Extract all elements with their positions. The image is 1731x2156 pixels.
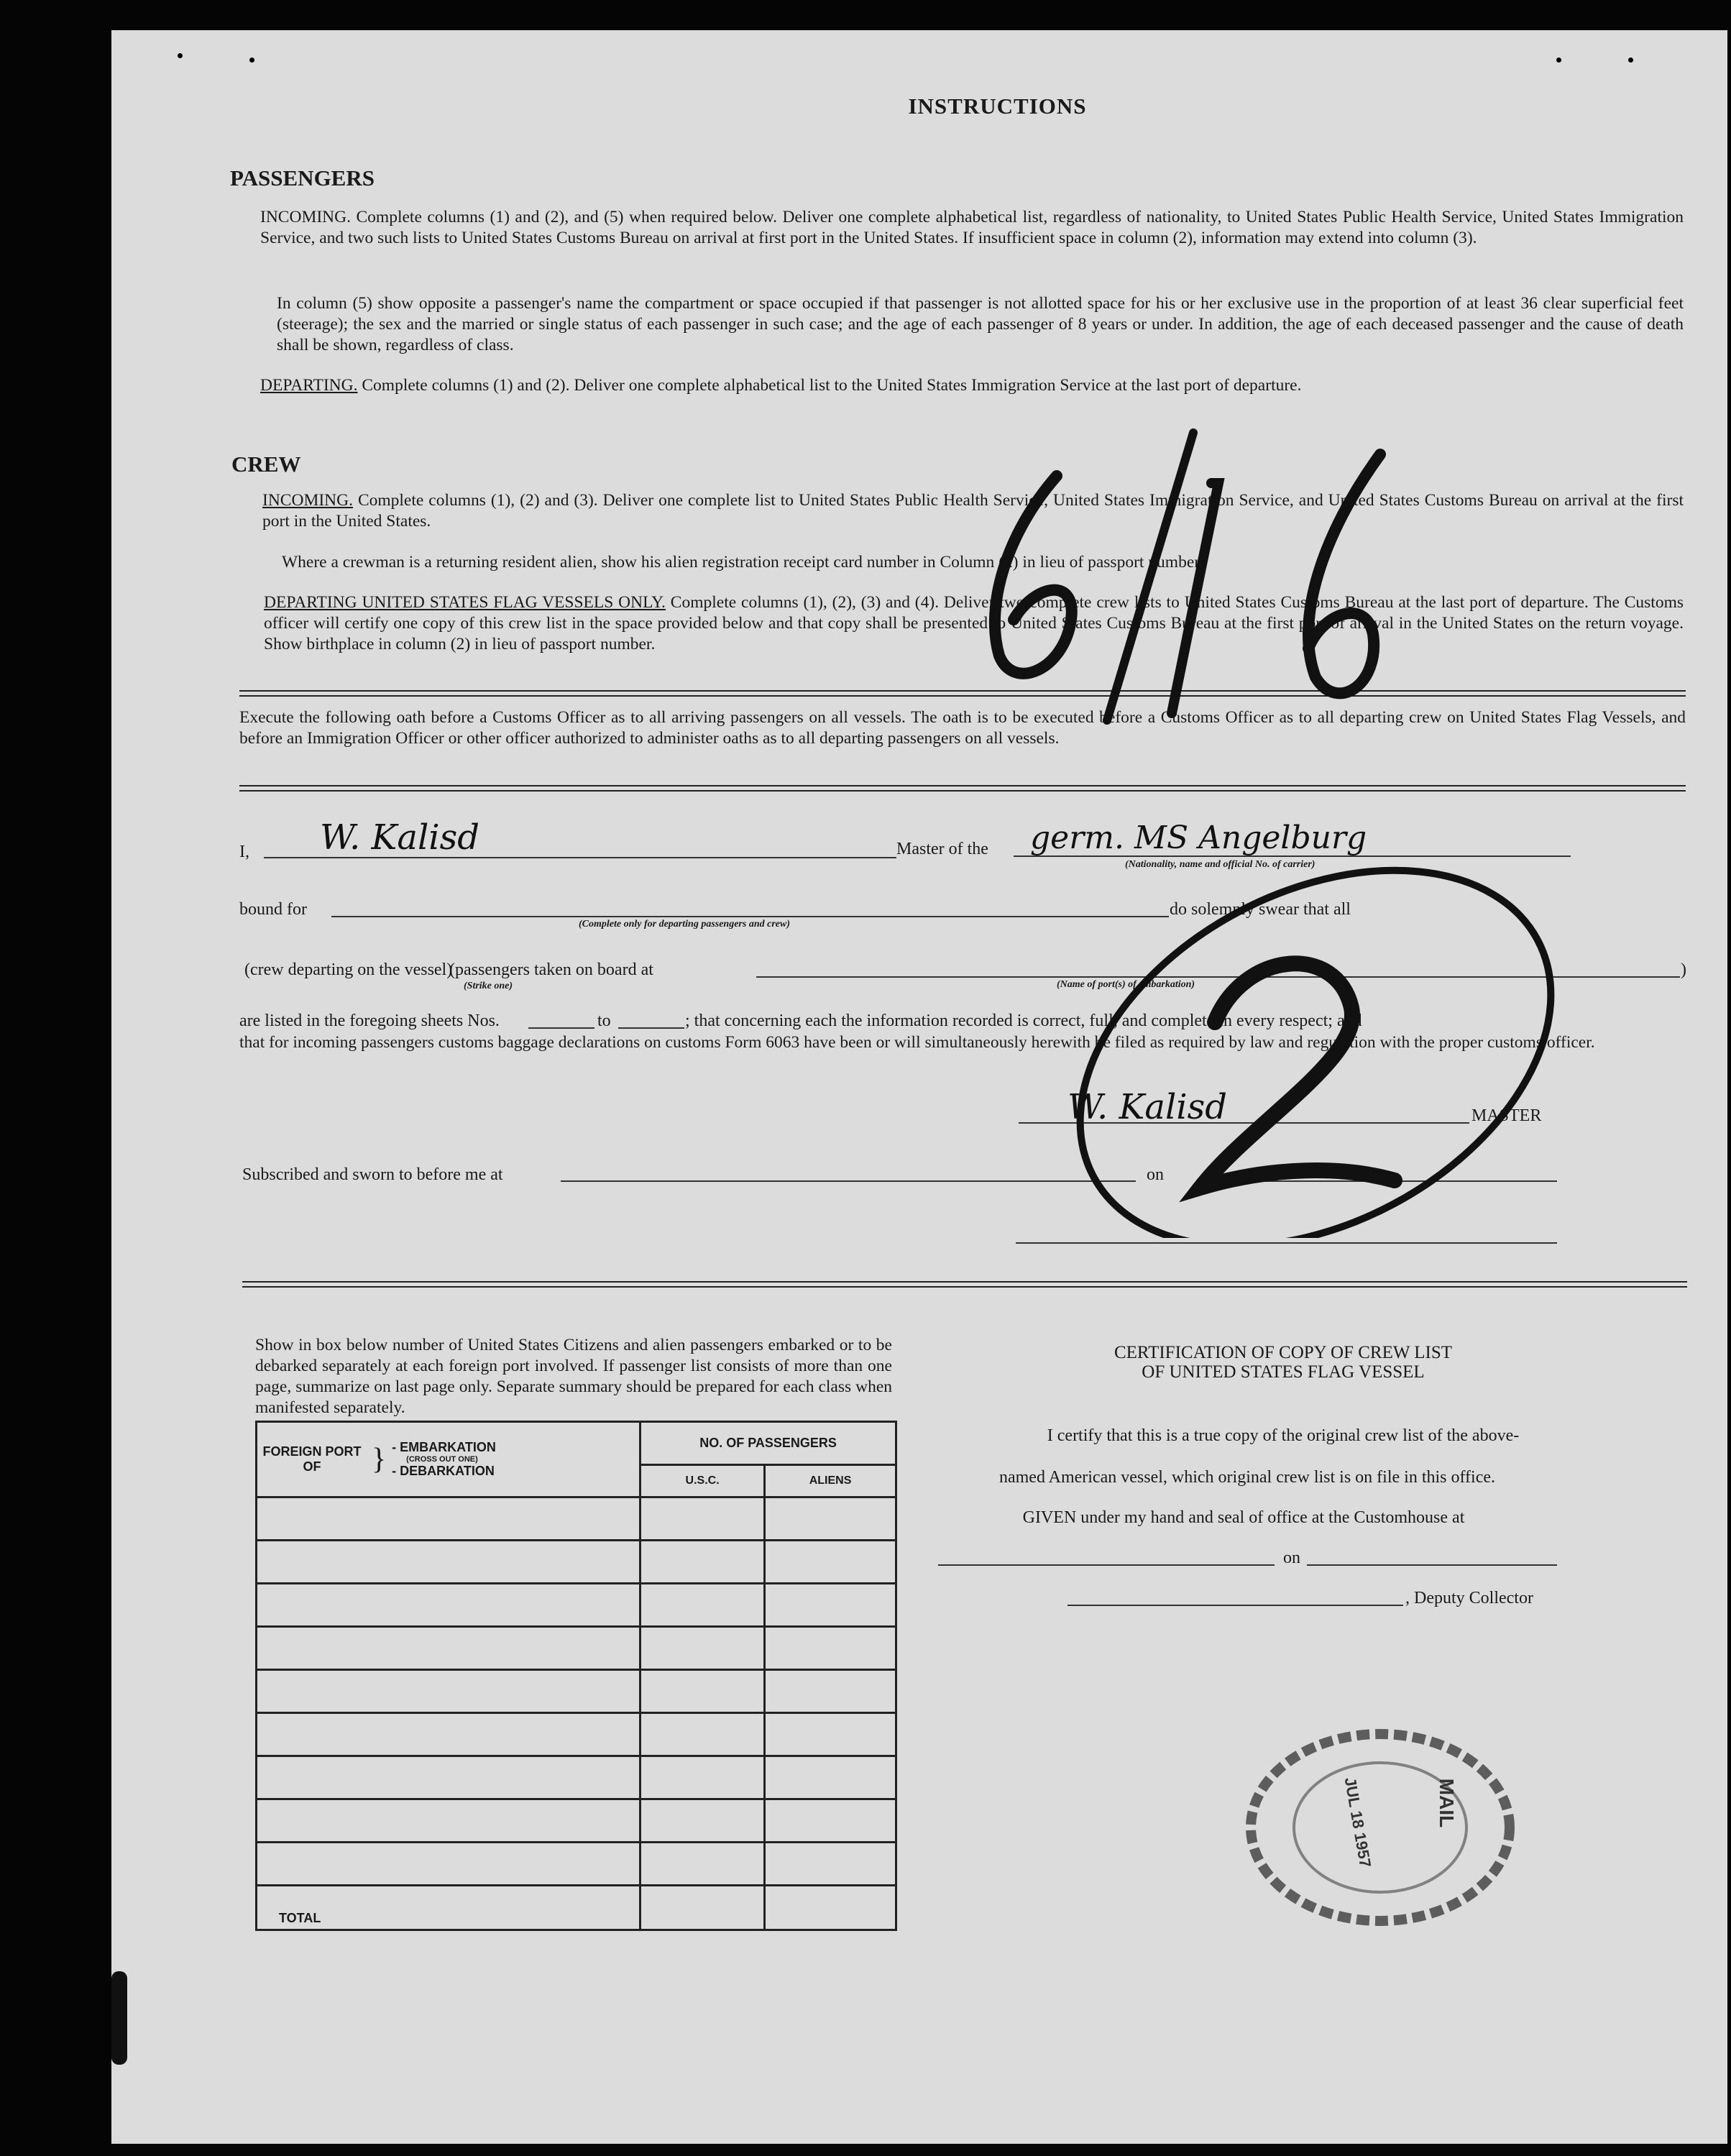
to-label: to	[597, 1012, 611, 1030]
listed-text: ; that concerning each the information recorded is correct, full, and complete in every respect; and	[685, 1012, 1362, 1030]
scan-artifact	[111, 1971, 127, 2065]
subscribed-on-label: on	[1147, 1165, 1164, 1184]
passengers-incoming-paragraph	[260, 207, 1684, 249]
vessel-caption: (Nationality, name and official No. of carrier)	[1125, 859, 1316, 870]
foreign-port-label: FOREIGN PORT OF	[262, 1444, 362, 1474]
deputy-collector-label: , Deputy Collector	[1405, 1589, 1533, 1607]
customhouse-line	[938, 1564, 1275, 1566]
punch-mark	[249, 58, 254, 63]
crew-departing-option: (crew departing on the vessel)	[244, 960, 453, 979]
bound-for-label: bound for	[239, 900, 307, 919]
certification-on-label: on	[1283, 1549, 1300, 1567]
passengers-incoming-label: INCOMING.	[260, 208, 351, 226]
oath-i-label: I,	[239, 843, 249, 861]
embarkation-label: - EMBARKATION	[392, 1440, 496, 1454]
master-of-label: Master of the	[896, 840, 988, 858]
deputy-signature-line	[1067, 1605, 1403, 1606]
port-caption: (Name of port(s) of embarkation)	[1057, 979, 1195, 990]
bound-for-caption: (Complete only for departing passengers and crew)	[579, 919, 790, 930]
passengers-departing-paragraph	[260, 375, 1684, 396]
subscribed-label: Subscribed and sworn to before me at	[242, 1165, 503, 1184]
crew-resident-paragraph: Where a crewman is a returning resident alien, show his alien registration receipt card number in Column (2) in lieu of passport number.	[282, 553, 1203, 572]
strike-one-caption: (Strike one)	[464, 981, 513, 991]
table-row	[257, 1670, 896, 1713]
page-title: INSTRUCTIONS	[908, 93, 1087, 119]
passengers-incoming-text: Complete columns (1) and (2), and (5) when required below. Deliver one complete alphabetical list, regardless of nationality, to United States Public Health Service, United States Immigration Service, and two such lists to United States Customs Bureau on arrival at first port in the United States. If insufficient space in column (2), information may extend into column (3).	[260, 208, 1684, 247]
passenger-summary-table	[255, 1421, 897, 1931]
handwritten-page-number	[891, 418, 1409, 735]
certification-date-line	[1307, 1564, 1557, 1566]
passengers-taken-option: (passengers taken on board at	[449, 960, 653, 979]
crew-departing-label: DEPARTING UNITED STATES FLAG VESSELS ONLY.	[264, 593, 666, 612]
cross-out-label: (CROSS OUT ONE)	[406, 1455, 478, 1464]
master-label: MASTER	[1471, 1106, 1542, 1125]
certification-heading-1: CERTIFICATION OF COPY OF CREW LIST	[1114, 1343, 1453, 1362]
brace-icon: }	[372, 1443, 387, 1476]
vessel-handwritten: germ. MS Angelburg	[1030, 820, 1367, 856]
debarkation-label: - DEBARKATION	[392, 1464, 495, 1478]
divider	[239, 785, 1686, 792]
master-signature: W. Kalisd	[1067, 1087, 1227, 1127]
punch-mark	[1628, 58, 1633, 63]
total-label: TOTAL	[279, 1911, 321, 1925]
passengers-heading: PASSENGERS	[230, 165, 375, 191]
stamp-mail-text: MAIL	[1436, 1778, 1459, 1828]
document-page	[111, 30, 1727, 2144]
crew-departing-text: Complete columns (1), (2), (3) and (4). Deliver two complete crew lists to United States Customs Bureau at the last port of departure. The Customs officer will certify one copy of this crew list in the space provided below and that copy shall be presented to United States Customs Bureau at the first port of arrival in the United States on the return voyage. Show birthplace in column (2) in lieu of passport number.	[264, 593, 1684, 653]
certification-heading-2: OF UNITED STATES FLAG VESSEL	[1142, 1362, 1425, 1382]
certification-line-3: GIVEN under my hand and seal of office at the Customhouse at	[1022, 1508, 1465, 1527]
aliens-header: ALIENS	[765, 1465, 896, 1497]
circled-number-annotation	[1035, 864, 1581, 1238]
no-passengers-header: NO. OF PASSENGERS	[640, 1422, 896, 1465]
table-row	[257, 1713, 896, 1756]
passengers-column5-paragraph: In column (5) show opposite a passenger's name the compartment or space occupied if that passenger is not allotted space for his or her exclusive use in the proportion of at least 36 clear superficial feet (steerage); the sex and the married or single status of each passenger in such case; and the age of each passenger of 8 years or under. In addition, the age of each deceased passenger and the cause of death shall be shown, regardless of class.	[277, 294, 1684, 354]
summary-instructions: Show in box below number of United States Citizens and alien passengers embarked or to be debarked separately at each foreign port involved. If passenger list consists of more than one page, summarize on last page only. Separate summary should be prepared for each class when manifested separately.	[255, 1336, 892, 1417]
divider	[242, 1281, 1687, 1288]
sheet-to-line	[618, 1027, 684, 1029]
crew-heading: CREW	[231, 451, 301, 477]
table-row	[257, 1497, 896, 1541]
usc-header: U.S.C.	[640, 1465, 765, 1497]
certification-line-1: I certify that this is a true copy of the original crew list of the above-	[1047, 1426, 1520, 1445]
master-name-handwritten: W. Kalisd	[320, 817, 479, 858]
swear-label: do solemnly swear that all	[1170, 900, 1351, 919]
table-row	[257, 1627, 896, 1670]
passengers-departing-text: Complete columns (1) and (2). Deliver one complete alphabetical list to the United States Immigration Service at the last port of departure.	[362, 376, 1302, 395]
total-row	[257, 1886, 896, 1930]
passengers-departing-label: DEPARTING.	[260, 376, 358, 395]
sheet-from-line	[528, 1027, 594, 1029]
punch-mark	[1556, 58, 1561, 63]
table-row	[257, 1541, 896, 1584]
officer-signature-line	[1016, 1242, 1557, 1244]
certification-line-2: named American vessel, which original crew list is on file in this office.	[998, 1468, 1496, 1487]
table-row	[257, 1584, 896, 1627]
close-paren: )	[1681, 960, 1686, 979]
table-row	[257, 1756, 896, 1799]
table-row	[257, 1843, 896, 1886]
stamp-date-text: JUL 18 1957	[1341, 1776, 1375, 1869]
listed-text-continued: that for incoming passengers customs baggage declarations on customs Form 6063 have been or will simultaneously herewith be filed as required by law and regulation with the proper customs officer.	[239, 1033, 1595, 1052]
punch-mark	[178, 53, 183, 58]
customs-stamp	[1236, 1720, 1524, 1935]
crew-incoming-text: Complete columns (1), (2) and (3). Deliver one complete list to United States Public Health Service, United States Immigration Service, and United States Customs Bureau on arrival at the first port in the United States.	[262, 491, 1684, 531]
crew-incoming-label: INCOMING.	[262, 491, 353, 510]
oath-intro: Execute the following oath before a Customs Officer as to all arriving passengers on all vessels. The oath is to be executed before a Customs Officer as to all departing crew on United States Flag Vessels, and before an Immigration Officer or other officer authorized to administer oaths as to all departing passengers on all vessels.	[239, 708, 1686, 748]
listed-label: are listed in the foregoing sheets Nos.	[239, 1012, 500, 1030]
foreign-port-header	[257, 1422, 640, 1497]
table-row	[257, 1799, 896, 1843]
